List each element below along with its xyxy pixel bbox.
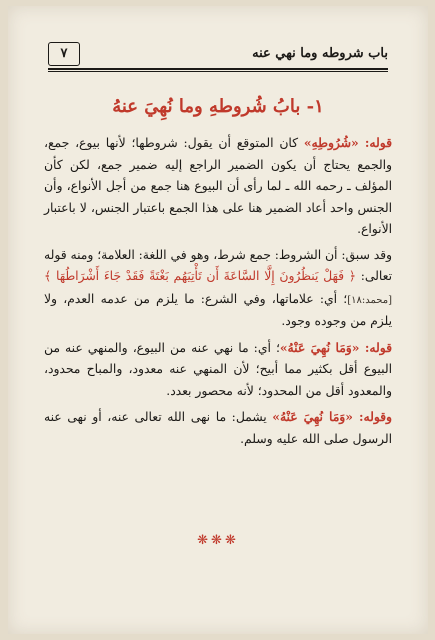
paragraph-lead: قوله: «وَمَا نُهِيَ عَنْهُ» — [279, 339, 392, 355]
running-title: باب شروطه وما نهي عنه — [252, 46, 388, 61]
page-number: ٧ — [48, 42, 80, 66]
paragraph — [44, 406, 392, 450]
paragraph — [44, 337, 392, 403]
book-page — [8, 6, 428, 634]
header-rule-thin — [48, 71, 388, 72]
page-header — [48, 42, 388, 68]
paragraph — [44, 245, 392, 333]
header-rule — [48, 68, 388, 70]
paragraph-text: كان المتوقع أن يقول: شروطها؛ لأنها بيوع، جمع، والجمع يحتاج أن يكون الضمير الراجع إليه ضمير جمع، لكن كأن المؤلف ـ رحمه الله ـ لما رأى أن البيوع هنا جمع من أجل الأنواع، وأن الجنس واحد أعاد الضمير هنا على هذا الجمع باعتبار الجنس، لا باعتبار الأنواع. — [44, 136, 392, 236]
paragraph-text: يشمل: ما نهى الله تعالى عنه، أو نهى عنه الرسول صلى الله عليه وسلم. — [44, 410, 392, 446]
section-separator: ❋❋❋ — [197, 533, 239, 548]
verse-reference: [محمد:١٨] — [347, 294, 392, 306]
page-body — [44, 132, 392, 454]
quran-verse: ﴿ فَهَلْ يَنظُرُونَ إِلَّا السَّاعَةَ أَن تَأْتِيَهُم بَغْتَةً فَقَدْ جَاءَ أَشْرَاطُهَا ﴾ — [44, 269, 356, 283]
paragraph-text: وقد سبق: أن الشروط: جمع شرط، وهو في اللغة: العلامة؛ ومنه قوله تعالى: — [44, 247, 393, 283]
chapter-title: ١- بابُ شُروطهِ وما نُهِيَ عنهُ — [112, 96, 324, 117]
paragraph — [44, 132, 392, 241]
paragraph-text: ؛ أي: علاماتها، وفي الشرع: ما يلزم من عدمه العدم، ولا يلزم من وجوده وجود. — [44, 291, 392, 328]
paragraph-text: ؛ أي: ما نهي عنه من البيوع، والمنهي عنه من البيوع أقل بكثير مما أبيح؛ لأن المنهي عنه معدود، والمباح محدود، والمعدود أقل من المحدود؛ لأنه محصور بعدد. — [44, 340, 392, 398]
paragraph-lead: وقوله: «وَمَا نُهِيَ عَنْهُ» — [272, 409, 392, 424]
paragraph-lead: قوله: «شُرُوطِهِ» — [303, 135, 393, 150]
